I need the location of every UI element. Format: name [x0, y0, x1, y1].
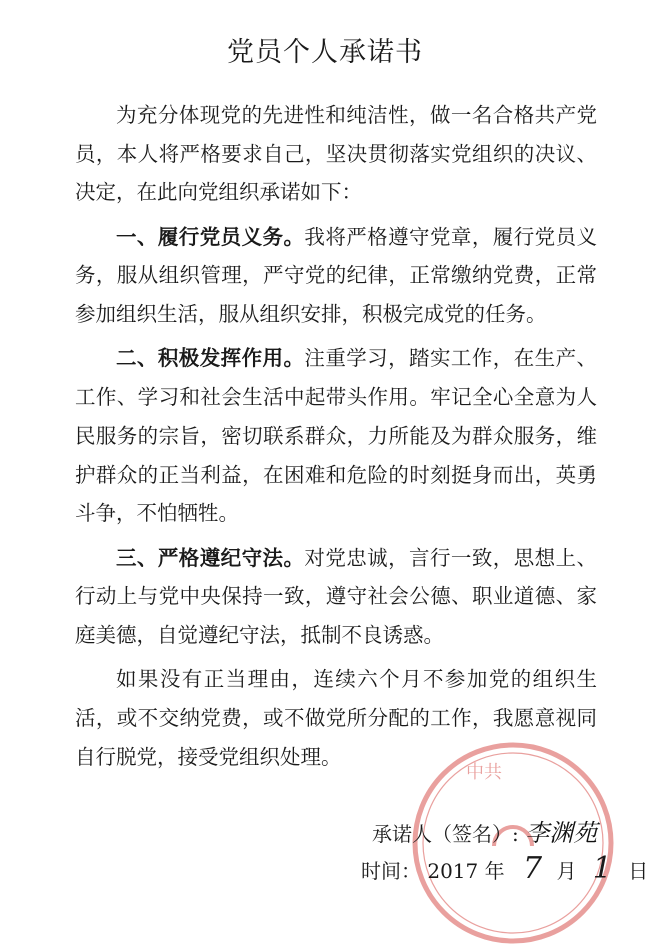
- date-label: 时间：: [361, 859, 421, 883]
- pledge-paragraph-1: [75, 218, 597, 334]
- paragraph-text: 为充分体现党的先进性和纯洁性，做一名合格共产党员，本人将严格要求自己，坚决贯彻落实党组织的决议、决定，在此向党组织承诺如下：: [75, 103, 597, 205]
- date-year: 2017: [427, 859, 479, 883]
- paragraph-text: 对党忠诚，言行一致，思想上、行动上与党中央保持一致，遵守社会公德、职业道德、家庭美德，自觉遵纪守法，抵制不良诱惑。: [75, 545, 598, 647]
- paragraph-heading: 三、严格遵纪守法。: [116, 545, 305, 570]
- handwritten-day: 1: [592, 851, 612, 886]
- paragraph-text: 注重学习，踏实工作，在生产、工作、学习和社会生活中起带头作用。牢记全心全意为人民服务的宗旨，密切联系群众，力所能及为群众服务，维护群众的正当利益，在困难和危险的时刻挺身而出，英勇斗争，不怕牺牲。: [75, 346, 598, 526]
- signature-label: 承诺人（签名）:: [372, 822, 519, 846]
- intro-paragraph: [75, 96, 597, 212]
- paragraph-heading: 一、履行党员义务。: [116, 224, 305, 249]
- document-body: [75, 96, 597, 782]
- document-title: 党员个人承诺书: [227, 37, 423, 68]
- handwritten-signature: 李渊苑: [525, 819, 598, 847]
- signature-row: [372, 813, 597, 848]
- pledge-paragraph-2: [75, 339, 597, 533]
- seal-text: 中共: [466, 762, 502, 783]
- handwritten-month: 7: [522, 851, 543, 886]
- paragraph-text: 我将严格遵守党章，履行党员义务，服从组织管理，严守党的纪律，正常缴纳党费，正常参加组织生活，服从组织安排，积极完成党的任务。: [75, 224, 598, 327]
- paragraph-text: 如果没有正当理由，连续六个月不参加党的组织生活，或不交纳党费，或不做党所分配的工作，我愿意视同自行脱党，接受党组织处理。: [75, 667, 597, 769]
- date-day-unit: 日: [628, 859, 649, 883]
- date-year-unit: 年: [484, 859, 505, 883]
- date-row: [361, 851, 648, 886]
- paragraph-heading: 二、积极发挥作用。: [116, 346, 305, 371]
- date-month-unit: 月: [556, 859, 577, 883]
- pledge-paragraph-3: [75, 539, 597, 655]
